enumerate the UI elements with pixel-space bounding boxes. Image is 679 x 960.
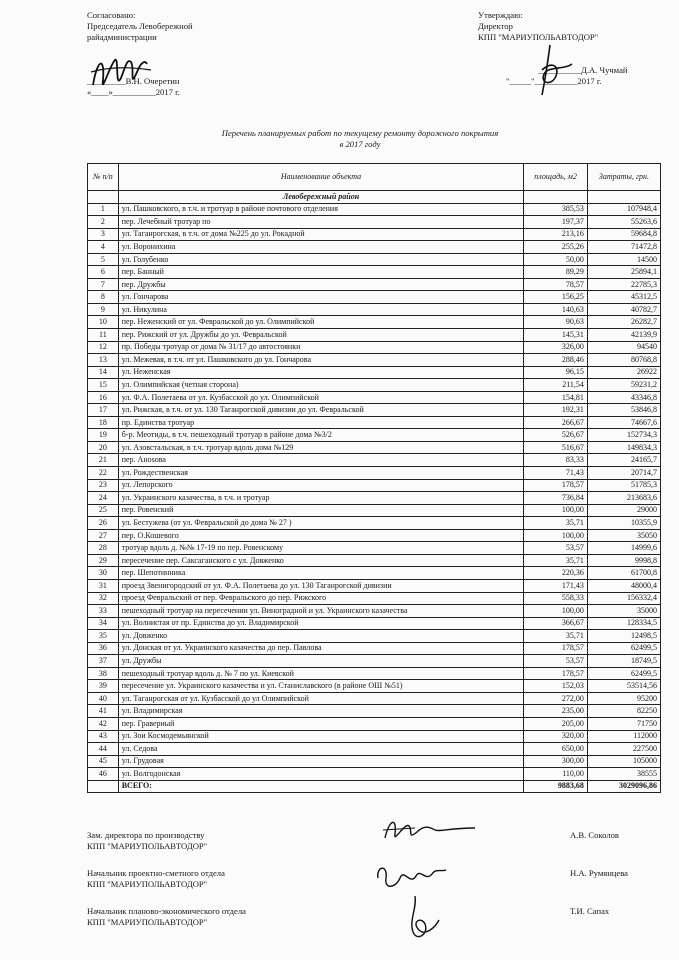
cell-name: ул. Воронихина (118, 241, 524, 254)
approval-left-signer: В.Н. Очеретин (125, 76, 180, 86)
header-area: площадь, м2 (524, 164, 588, 191)
cell-num: 28 (88, 542, 119, 555)
cell-num: 22 (88, 467, 119, 480)
cell-cost: 26922 (587, 366, 660, 379)
cell-cost: 156332,4 (587, 592, 660, 605)
table-row (88, 416, 661, 429)
cell-name: проезд Февральский от пер. Февральского до пер. Рижского (118, 592, 524, 605)
table-header-row (88, 164, 661, 191)
cell-cost: 61700,8 (587, 567, 660, 580)
cell-name: пер. Анosова (118, 454, 524, 467)
cell-cost: 213683,6 (587, 492, 660, 505)
table-row (88, 492, 661, 505)
cell-area: 90,63 (524, 316, 588, 329)
table-row (88, 717, 661, 730)
cell-name: ул. Бестужева (от ул. Февральской до дома № 27 ) (118, 517, 524, 530)
title-line1: Перечень планируемых работ по текущему ремонту дорожного покрытия (221, 128, 499, 138)
cell-name: пер. Дружбы (118, 278, 524, 291)
cell-name: пер. Лечебный тротуар по (118, 216, 524, 229)
cell-num: 7 (88, 278, 119, 291)
cell-area: 100,00 (524, 504, 588, 517)
total-cost: 3029096,86 (587, 780, 660, 793)
cell-num: 5 (88, 253, 119, 266)
cell-area: 53,57 (524, 655, 588, 668)
approval-right-line1: Утверждаю: (478, 10, 523, 20)
cell-cost: 112000 (587, 730, 660, 743)
table-row (88, 291, 661, 304)
cell-num: 33 (88, 605, 119, 618)
cell-num: 8 (88, 291, 119, 304)
cell-cost: 105000 (587, 755, 660, 768)
footer-sig3-title: Начальник планово-экономического отдела КПП "МАРИУПОЛЬАВТОДОР" (87, 906, 246, 927)
table-row (88, 605, 661, 618)
header-num: № п/п (88, 164, 119, 191)
cell-name: ул. Дружбы (118, 655, 524, 668)
table-row (88, 592, 661, 605)
approval-left-block: Согласовано: Председатель Левобережной райадминистрации _________В.Н. Очеретин «____»__________2017 г. (87, 10, 287, 98)
table-row (88, 341, 661, 354)
cell-area: 213,16 (524, 228, 588, 241)
table-row (88, 354, 661, 367)
cell-num: 40 (88, 692, 119, 705)
cell-name: пр. Победы тротуар от дома № 31/17 до автостоянки (118, 341, 524, 354)
cell-num: 18 (88, 416, 119, 429)
cell-area: 71,43 (524, 467, 588, 480)
cell-cost: 59684,8 (587, 228, 660, 241)
cell-name: ул. Пашковского, в т.ч. и тротуар в районе почтового отделения (118, 203, 524, 216)
cell-name: б-р. Меотиды, в т.ч. пешеходный тротуар в районе дома №3/2 (118, 429, 524, 442)
cell-num: 2 (88, 216, 119, 229)
cell-name: ул. Украинского казачества, в т.ч. и тротуар (118, 492, 524, 505)
cell-num: 27 (88, 529, 119, 542)
cell-num: 39 (88, 680, 119, 693)
left-signature-image (85, 50, 155, 100)
table-row (88, 379, 661, 392)
cell-num: 13 (88, 354, 119, 367)
cell-name: пер. Неженский от ул. Февральской до ул. Олимпийской (118, 316, 524, 329)
cell-name: ул. Неженская (118, 366, 524, 379)
cell-area: 266,67 (524, 416, 588, 429)
cell-num: 35 (88, 630, 119, 643)
table-row (88, 692, 661, 705)
cell-name: ул. Рижская, в т.ч. от ул. 130 Таганрогской дивизии до ул. Февральской (118, 404, 524, 417)
table-row (88, 617, 661, 630)
cell-name: пер. Гравериый (118, 717, 524, 730)
cell-cost: 38555 (587, 768, 660, 781)
table-row (88, 680, 661, 693)
cell-name: ул. Зои Космодемьянской (118, 730, 524, 743)
cell-name: пер. Шепотинника (118, 567, 524, 580)
cell-name: ул. Довженко (118, 630, 524, 643)
table-row (88, 755, 661, 768)
cell-cost: 107948,4 (587, 203, 660, 216)
cell-name: пересечение ул. Украинского казачества и ул. Станиславского (в районе ОШ №51) (118, 680, 524, 693)
table-row (88, 768, 661, 781)
cell-name: ул. Лепорского (118, 479, 524, 492)
cell-num: 21 (88, 454, 119, 467)
cell-name: тротуар вдоль д. №№ 17-19 по пер. Ровенскому (118, 542, 524, 555)
footer-sig1-name: А.В. Соколов (570, 830, 619, 840)
cell-area: 255,26 (524, 241, 588, 254)
cell-name: пер. О.Кошевого (118, 529, 524, 542)
table-row (88, 504, 661, 517)
table-row (88, 554, 661, 567)
cell-num: 6 (88, 266, 119, 279)
cell-area: 235,00 (524, 705, 588, 718)
cell-name: ул. Седова (118, 743, 524, 756)
cell-name: ул. Владимирская (118, 705, 524, 718)
cell-area: 326,00 (524, 341, 588, 354)
cell-cost: 35000 (587, 605, 660, 618)
cell-cost: 62499,5 (587, 667, 660, 680)
total-label: ВСЕГО: (118, 780, 524, 793)
cell-cost: 82250 (587, 705, 660, 718)
cell-area: 220,36 (524, 567, 588, 580)
cell-num: 45 (88, 755, 119, 768)
cell-num: 12 (88, 341, 119, 354)
cell-cost: 14500 (587, 253, 660, 266)
cell-num: 1 (88, 203, 119, 216)
table-row (88, 253, 661, 266)
cell-area: 100,00 (524, 529, 588, 542)
header-name: Наименование объекта (118, 164, 524, 191)
cell-name: пешеходный тротуар вдоль д. № 7 по ул. Киевской (118, 667, 524, 680)
cell-num: 38 (88, 667, 119, 680)
cell-num: 23 (88, 479, 119, 492)
cell-area: 89,29 (524, 266, 588, 279)
footer-signature-1 (375, 810, 485, 850)
cell-cost: 42139,9 (587, 329, 660, 342)
table-row (88, 454, 661, 467)
cell-cost: 20714,7 (587, 467, 660, 480)
cell-area: 53,57 (524, 542, 588, 555)
cell-num: 4 (88, 241, 119, 254)
header-cost: Затраты, грн. (587, 164, 660, 191)
table-row (88, 366, 661, 379)
cell-cost: 227500 (587, 743, 660, 756)
cell-num: 43 (88, 730, 119, 743)
cell-name: пер. Рижский от ул. Дружбы до ул. Февральской (118, 329, 524, 342)
approval-right-line3: КПП "МАРИУПОЛЬАВТОДОР" (478, 32, 599, 42)
cell-name: ул. Голубенко (118, 253, 524, 266)
table-row (88, 743, 661, 756)
district-label: Левобережный район (118, 191, 524, 204)
cell-area: 650,00 (524, 743, 588, 756)
table-row (88, 730, 661, 743)
table-row (88, 655, 661, 668)
cell-cost: 24165,7 (587, 454, 660, 467)
cell-num: 19 (88, 429, 119, 442)
cell-area: 211,54 (524, 379, 588, 392)
cell-area: 110,00 (524, 768, 588, 781)
cell-area: 736,84 (524, 492, 588, 505)
cell-cost: 26282,7 (587, 316, 660, 329)
cell-cost: 80768,8 (587, 354, 660, 367)
cell-area: 35,71 (524, 554, 588, 567)
cell-name: ул. Рождественская (118, 467, 524, 480)
cell-cost: 43346,8 (587, 391, 660, 404)
cell-cost: 51785,3 (587, 479, 660, 492)
cell-cost: 59231,2 (587, 379, 660, 392)
cell-name: пер. Ровенский (118, 504, 524, 517)
approval-left-line1: Согласовано: (87, 10, 136, 20)
cell-num: 24 (88, 492, 119, 505)
cell-num: 46 (88, 768, 119, 781)
cell-cost: 9998,8 (587, 554, 660, 567)
cell-area: 96,15 (524, 366, 588, 379)
table-row (88, 642, 661, 655)
cell-name: ул. Волгодонская (118, 768, 524, 781)
cell-cost: 74667,6 (587, 416, 660, 429)
cell-name: ул. Грудовая (118, 755, 524, 768)
cell-num: 25 (88, 504, 119, 517)
district-row (88, 191, 661, 204)
cell-cost: 18749,5 (587, 655, 660, 668)
table-row (88, 404, 661, 417)
cell-cost: 10355,9 (587, 517, 660, 530)
approval-left-date: 2017 г. (155, 87, 180, 97)
cell-num: 20 (88, 441, 119, 454)
cell-area: 192,31 (524, 404, 588, 417)
cell-cost: 53846,8 (587, 404, 660, 417)
cell-area: 152,03 (524, 680, 588, 693)
approval-right-line2: Директор (478, 21, 513, 31)
cell-area: 154,81 (524, 391, 588, 404)
table-row (88, 630, 661, 643)
cell-area: 78,57 (524, 278, 588, 291)
table-row (88, 241, 661, 254)
table-row (88, 542, 661, 555)
cell-num: 11 (88, 329, 119, 342)
cell-cost: 55263,6 (587, 216, 660, 229)
table-row (88, 228, 661, 241)
total-area: 9883,68 (524, 780, 588, 793)
cell-cost: 53514,56 (587, 680, 660, 693)
table-row (88, 467, 661, 480)
cell-area: 145,31 (524, 329, 588, 342)
document-title (60, 128, 660, 150)
cell-area: 100,00 (524, 605, 588, 618)
cell-cost: 149834,3 (587, 441, 660, 454)
cell-num: 30 (88, 567, 119, 580)
cell-cost: 48000,4 (587, 579, 660, 592)
cell-area: 272,00 (524, 692, 588, 705)
table-row (88, 429, 661, 442)
cell-name: ул. Донская от ул. Украинского казачества до пер. Павлова (118, 642, 524, 655)
table-row (88, 529, 661, 542)
cell-num: 14 (88, 366, 119, 379)
footer-sig3-name: Т.И. Сапах (570, 906, 610, 916)
cell-area: 35,71 (524, 630, 588, 643)
cell-area: 35,71 (524, 517, 588, 530)
cell-area: 526,67 (524, 429, 588, 442)
table-row (88, 567, 661, 580)
table-row (88, 479, 661, 492)
cell-num: 41 (88, 705, 119, 718)
cell-cost: 22785,3 (587, 278, 660, 291)
approval-right-block: Утверждаю: Директор КПП "МАРИУПОЛЬАВТОДОР" __________Д.А. Чучмай "_____"__________2017 г. (478, 10, 668, 87)
cell-num: 36 (88, 642, 119, 655)
cell-name: ул. Таганрогская от ул. Кузбасской до ул Олимпийской (118, 692, 524, 705)
table-row (88, 579, 661, 592)
cell-area: 83,33 (524, 454, 588, 467)
cell-cost: 94540 (587, 341, 660, 354)
table-row (88, 203, 661, 216)
footer-sig2-name: Н.А. Румянцева (570, 868, 628, 878)
cell-name: ул. Волнистая от пр. Единства до ул. Владимирской (118, 617, 524, 630)
total-row (88, 780, 661, 793)
cell-num: 34 (88, 617, 119, 630)
cell-name: ул. Ф.А. Полетаева от ул. Кузбасской до ул. Олимпийской (118, 391, 524, 404)
cell-area: 385,53 (524, 203, 588, 216)
cell-cost: 25894,1 (587, 266, 660, 279)
cell-num: 29 (88, 554, 119, 567)
cell-name: пр. Единства тротуар (118, 416, 524, 429)
table-row (88, 517, 661, 530)
cell-area: 178,57 (524, 667, 588, 680)
table-row (88, 278, 661, 291)
cell-name: ул. Межевая, в т.ч. от ул. Пашковского до ул. Гончарова (118, 354, 524, 367)
works-table (87, 163, 661, 793)
table-row (88, 705, 661, 718)
table-row (88, 303, 661, 316)
cell-area: 50,00 (524, 253, 588, 266)
cell-name: ул. Олимпийская (четная сторона) (118, 379, 524, 392)
cell-area: 171,43 (524, 579, 588, 592)
right-signature-image (520, 40, 580, 100)
cell-cost: 40782,7 (587, 303, 660, 316)
cell-cost: 71750 (587, 717, 660, 730)
cell-num: 15 (88, 379, 119, 392)
cell-cost: 71472,8 (587, 241, 660, 254)
footer-sig2-title: Начальник проектно-сметного отдела КПП "МАРИУПОЛЬАВТОДОР" (87, 868, 225, 889)
cell-area: 320,00 (524, 730, 588, 743)
footer-signature-3 (395, 890, 445, 946)
approval-left-line3: райадминистрации (87, 32, 157, 42)
footer-sig1-title: Зам. директора по производству КПП "МАРИУПОЛЬАВТОДОР" (87, 830, 208, 851)
cell-num: 31 (88, 579, 119, 592)
table-row (88, 316, 661, 329)
cell-name: ул. Гончарова (118, 291, 524, 304)
cell-cost: 14999,6 (587, 542, 660, 555)
cell-cost: 35050 (587, 529, 660, 542)
cell-name: проезд Звенигородский от ул. Ф.А. Полетаева до ул. 130 Таганрогской дивизии (118, 579, 524, 592)
cell-num: 44 (88, 743, 119, 756)
table-row (88, 391, 661, 404)
cell-cost: 95200 (587, 692, 660, 705)
table-row (88, 216, 661, 229)
cell-name: ул. Никулина (118, 303, 524, 316)
cell-cost: 128334,5 (587, 617, 660, 630)
cell-cost: 45312,5 (587, 291, 660, 304)
approval-left-line2: Председатель Левобережной (87, 21, 193, 31)
cell-area: 197,37 (524, 216, 588, 229)
table-row (88, 667, 661, 680)
table-row (88, 266, 661, 279)
table-row (88, 441, 661, 454)
cell-num: 32 (88, 592, 119, 605)
cell-area: 140,63 (524, 303, 588, 316)
table-row (88, 329, 661, 342)
approval-right-date: 2017 г. (577, 76, 602, 86)
cell-cost: 29000 (587, 504, 660, 517)
cell-num: 16 (88, 391, 119, 404)
cell-num: 26 (88, 517, 119, 530)
cell-name: ул. Азовстальская, в т.ч. тротуар вдоль дома №129 (118, 441, 524, 454)
cell-area: 288,46 (524, 354, 588, 367)
cell-num: 10 (88, 316, 119, 329)
title-line2: в 2017 году (339, 139, 381, 149)
cell-cost: 12498,5 (587, 630, 660, 643)
cell-area: 516,67 (524, 441, 588, 454)
cell-num: 37 (88, 655, 119, 668)
cell-area: 558,33 (524, 592, 588, 605)
cell-num: 17 (88, 404, 119, 417)
cell-area: 156,25 (524, 291, 588, 304)
cell-area: 205,00 (524, 717, 588, 730)
cell-name: ул. Таганрогская, в т.ч. от дома №225 до ул. Рокадной (118, 228, 524, 241)
cell-cost: 152734,3 (587, 429, 660, 442)
cell-area: 178,57 (524, 642, 588, 655)
cell-cost: 62499,5 (587, 642, 660, 655)
cell-name: пересечение пер. Саксаганского с ул. Довженко (118, 554, 524, 567)
cell-num: 9 (88, 303, 119, 316)
cell-num: 3 (88, 228, 119, 241)
cell-num: 42 (88, 717, 119, 730)
cell-name: пер. Банный (118, 266, 524, 279)
cell-area: 366,67 (524, 617, 588, 630)
approval-right-signer: Д.А. Чучмай (580, 65, 628, 75)
cell-name: пешеходный тротуар на пересечении ул. Виноградной и ул. Украинского казачества (118, 605, 524, 618)
cell-area: 178,57 (524, 479, 588, 492)
cell-area: 300,00 (524, 755, 588, 768)
